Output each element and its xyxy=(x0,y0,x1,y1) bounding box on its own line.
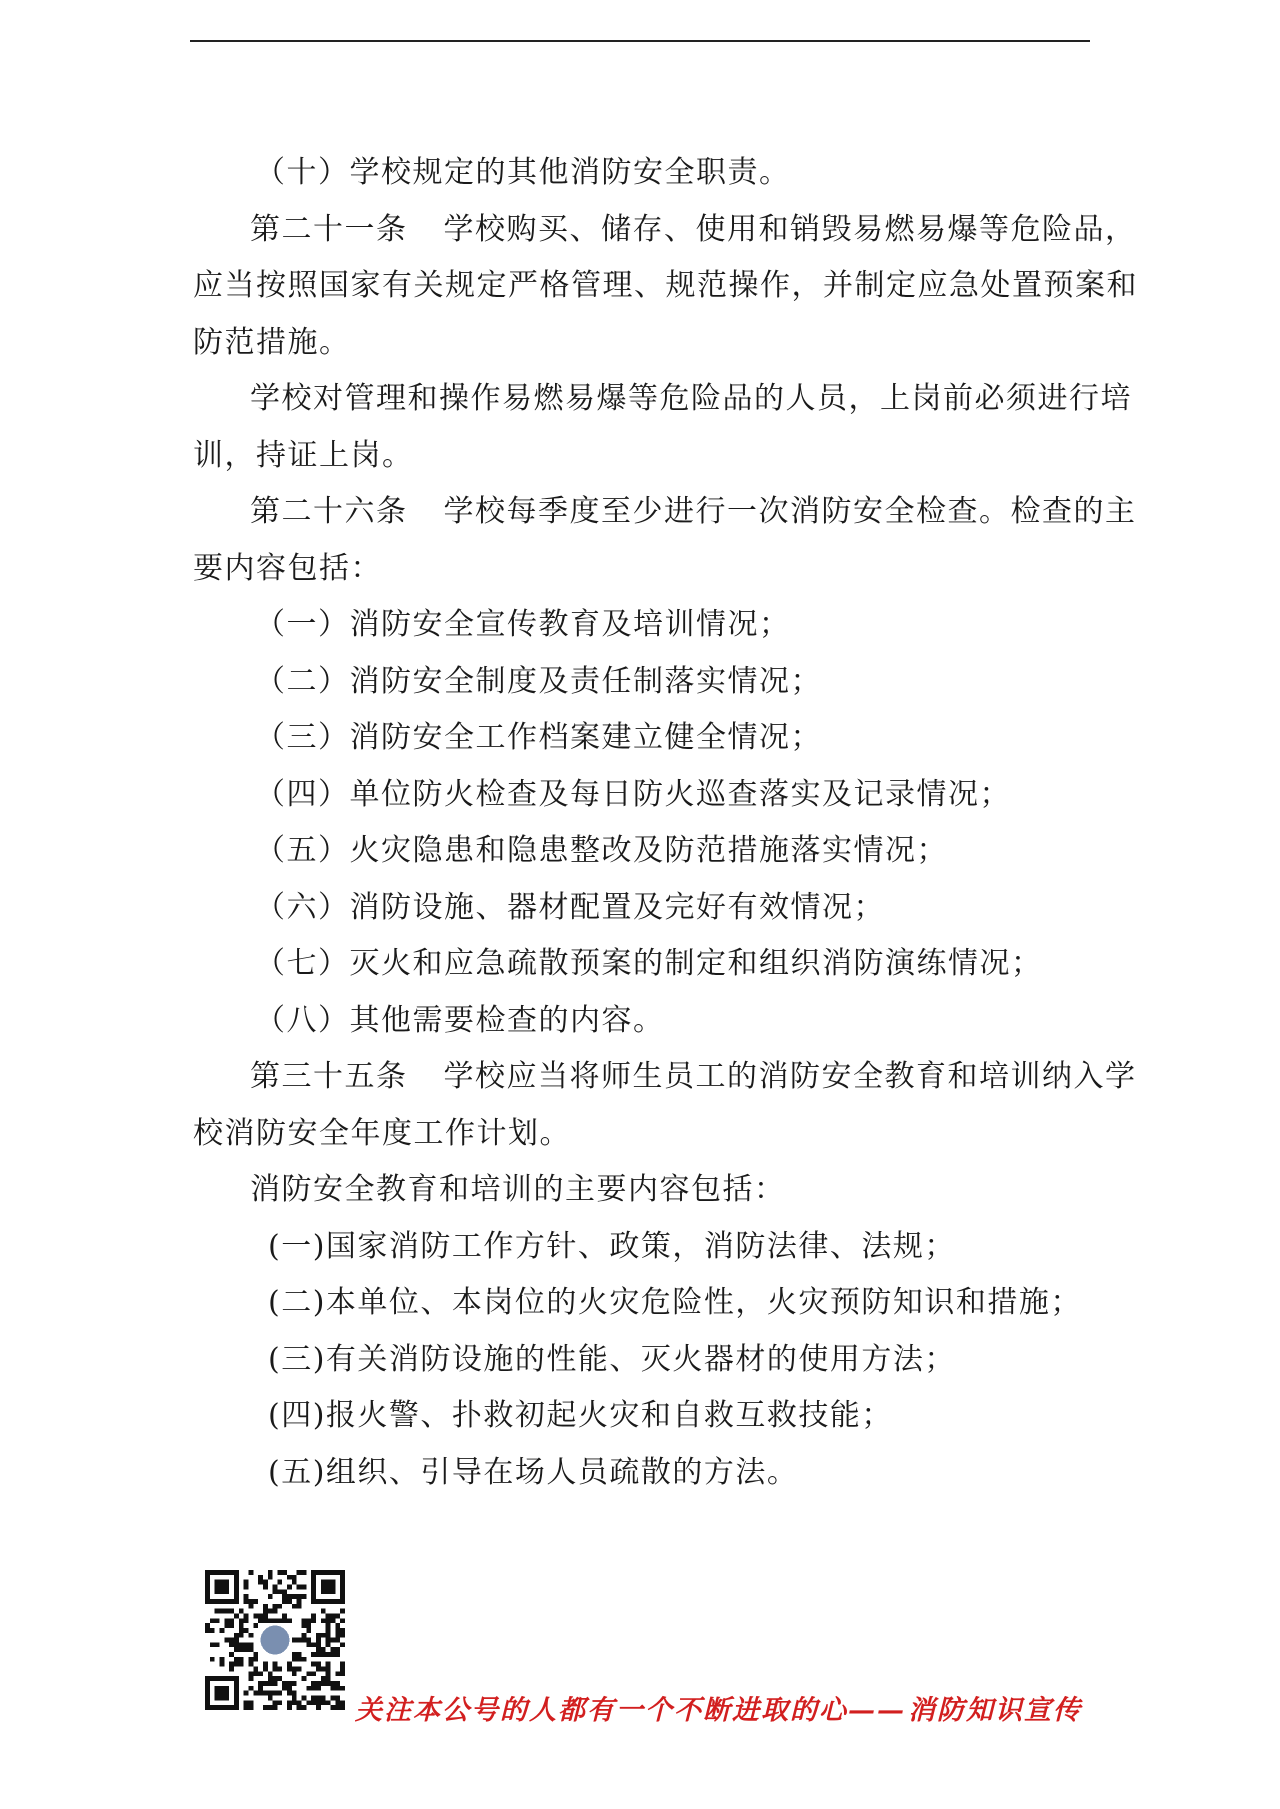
paragraph-text: （一）消防安全宣传教育及培训情况； xyxy=(255,607,791,642)
paragraph-text: （五）火灾隐患和隐患整改及防范措施落实情况； xyxy=(255,833,948,868)
paragraph-text: 消防安全教育和培训的主要内容包括： xyxy=(250,1172,786,1207)
paragraph-line xyxy=(193,1275,1088,1332)
paragraph-text: （三）消防安全工作档案建立健全情况； xyxy=(255,720,822,755)
paragraph-line xyxy=(193,1388,1088,1445)
document-body xyxy=(193,145,1138,1501)
paragraph-text: 学校对管理和操作易燃易爆等危险品的人员，上岗前必须进行培 xyxy=(250,381,1132,416)
paragraph-line xyxy=(193,654,1088,711)
article-number: 第二十六条 xyxy=(250,494,408,529)
paragraph-text: 学校购买、储存、使用和销毁易燃易爆等危险品， xyxy=(443,211,1137,247)
paragraph-line xyxy=(193,1332,1088,1389)
paragraph-line xyxy=(193,371,1132,428)
paragraph-line xyxy=(193,710,1088,767)
paragraph-text: （二）消防安全制度及责任制落实情况； xyxy=(255,663,822,699)
paragraph-text: 训，持证上岗。 xyxy=(193,437,414,473)
paragraph-text: 学校应当将师生员工的消防安全教育和培训纳入学 xyxy=(443,1059,1137,1094)
paragraph-line xyxy=(193,880,1088,937)
paragraph-text: 学校每季度至少进行一次消防安全检查。检查的主 xyxy=(443,494,1137,529)
paragraph-text: （八）其他需要检查的内容。 xyxy=(255,1002,665,1038)
paragraph-text: 应当按照国家有关规定严格管理、规范操作，并制定应急处置预案和 xyxy=(193,268,1138,303)
slogan-signature: 消防知识宣传 xyxy=(908,1695,1082,1726)
paragraph-text: 防范措施。 xyxy=(193,324,351,360)
paragraph-line xyxy=(193,484,1137,541)
paragraph-text: (二)本单位、本岗位的火灾危险性，火灾预防知识和措施； xyxy=(268,1285,1082,1320)
paragraph-line xyxy=(193,315,1088,372)
article-number: 第三十五条 xyxy=(250,1059,408,1094)
paragraph-text: （六）消防设施、器材配置及完好有效情况； xyxy=(255,889,885,925)
paragraph-line xyxy=(193,1219,1088,1276)
paragraph-line xyxy=(193,202,1137,259)
slogan-text: 关注本公号的人都有一个不断进取的心 xyxy=(355,1695,848,1726)
paragraph-text: （四）单位防火检查及每日防火巡查落实及记录情况； xyxy=(255,776,1011,812)
paragraph-line xyxy=(193,541,1088,598)
paragraph-text: (三)有关消防设施的性能、灭火器材的使用方法； xyxy=(268,1341,956,1377)
paragraph-line xyxy=(193,1162,1088,1219)
paragraph-line xyxy=(193,1106,1088,1163)
article-number: 第二十一条 xyxy=(250,211,408,247)
paragraph-line xyxy=(193,993,1088,1050)
paragraph-line xyxy=(193,428,1088,485)
paragraph-line xyxy=(193,823,1088,880)
paragraph-line xyxy=(193,1049,1137,1106)
header-rule xyxy=(190,40,1090,42)
slogan-dash: —— xyxy=(848,1695,906,1726)
paragraph-text: (一)国家消防工作方针、政策，消防法律、法规； xyxy=(268,1228,956,1264)
paragraph-line xyxy=(193,258,1138,315)
qr-code-icon[interactable] xyxy=(205,1570,345,1710)
paragraph-text: （十）学校规定的其他消防安全职责。 xyxy=(255,155,791,190)
paragraph-text: 要内容包括： xyxy=(193,550,382,586)
paragraph-text: (五)组织、引导在场人员疏散的方法。 xyxy=(268,1454,799,1490)
footer-slogan xyxy=(355,1688,1082,1727)
paragraph-line xyxy=(193,767,1088,824)
paragraph-text: (四)报火警、扑救初起火灾和自救互救技能； xyxy=(268,1398,893,1433)
paragraph-line xyxy=(193,597,1088,654)
paragraph-text: 校消防安全年度工作计划。 xyxy=(193,1115,571,1151)
paragraph-line xyxy=(193,145,1088,202)
paragraph-text: （七）灭火和应急疏散预案的制定和组织消防演练情况； xyxy=(255,946,1043,981)
paragraph-line xyxy=(193,1445,1088,1502)
paragraph-line xyxy=(193,936,1088,993)
